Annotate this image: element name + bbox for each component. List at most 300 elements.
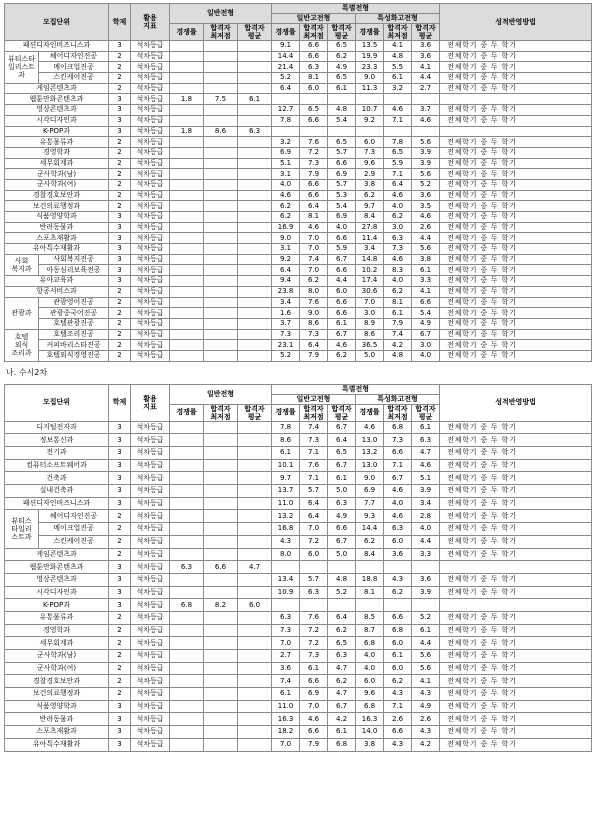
value-cell: 6.9 (328, 169, 356, 180)
value-cell: 7.1 (384, 700, 412, 713)
method-cell: 전체학기 중 두 학기 (440, 190, 592, 201)
section-title: 나. 수시2차 (6, 367, 48, 377)
value-cell (204, 472, 238, 485)
value-cell: 21.4 (272, 62, 300, 73)
value-cell: 7.6 (300, 611, 328, 624)
value-cell: 6.5 (328, 41, 356, 52)
table-row (5, 297, 592, 308)
year-cell: 2 (109, 318, 131, 329)
value-cell (272, 599, 300, 612)
header-spec-hs: 특성화고전형 (356, 394, 440, 404)
method-cell (440, 599, 592, 612)
value-cell: 4.0 (272, 179, 300, 190)
unit-name: 패션디자인비즈니스과 (5, 41, 109, 52)
value-cell (238, 83, 272, 94)
value-cell: 6.0 (384, 662, 412, 675)
value-cell: 7.0 (300, 244, 328, 255)
value-cell: 6.6 (384, 611, 412, 624)
value-cell: 7.0 (272, 637, 300, 650)
table-row (5, 190, 592, 201)
value-cell: 4.3 (272, 535, 300, 548)
method-cell: 전체학기 중 두 학기 (440, 169, 592, 180)
value-cell: 4.1 (412, 675, 440, 688)
value-cell: 6.6 (300, 675, 328, 688)
table-row (5, 158, 592, 169)
value-cell (300, 94, 328, 105)
year-cell: 2 (109, 535, 131, 548)
header-comp: 경쟁률 (272, 24, 300, 41)
method-cell (440, 94, 592, 105)
value-cell: 6.6 (300, 41, 328, 52)
value-cell (170, 738, 204, 751)
value-cell (238, 611, 272, 624)
value-cell: 5.2 (328, 586, 356, 599)
value-cell (238, 41, 272, 52)
index-cell: 석차등급 (131, 51, 170, 62)
table-row (5, 510, 592, 523)
header-min: 합격자 최저점 (384, 404, 412, 421)
value-cell: 6.0 (356, 675, 384, 688)
value-cell (170, 73, 204, 84)
header-avg: 합격자 평균 (238, 404, 272, 421)
value-cell: 6.6 (300, 179, 328, 190)
value-cell: 23.1 (272, 340, 300, 351)
value-cell (204, 329, 238, 340)
method-cell: 전체학기 중 두 학기 (440, 318, 592, 329)
value-cell: 4.9 (328, 510, 356, 523)
value-cell (204, 726, 238, 739)
value-cell (170, 472, 204, 485)
value-cell: 6.2 (300, 276, 328, 287)
value-cell: 6.6 (300, 51, 328, 62)
document (4, 3, 591, 752)
header-general: 일반전형 (170, 384, 272, 404)
group-label: 관광과 (5, 297, 39, 329)
value-cell: 3.2 (384, 83, 412, 94)
table-row (5, 700, 592, 713)
value-cell (238, 459, 272, 472)
value-cell (170, 713, 204, 726)
header-gen-hs: 일반고전형 (272, 14, 356, 24)
year-cell: 2 (109, 637, 131, 650)
unit-name: 관광중국어진공 (39, 308, 109, 319)
table-row (5, 573, 592, 586)
value-cell: 4.8 (384, 350, 412, 361)
method-cell: 전체학기 중 두 학기 (440, 254, 592, 265)
value-cell (204, 637, 238, 650)
value-cell (300, 126, 328, 137)
value-cell: 5.3 (328, 190, 356, 201)
value-cell: 4.6 (384, 485, 412, 498)
value-cell: 7.9 (300, 169, 328, 180)
value-cell: 2.8 (412, 510, 440, 523)
value-cell: 4.8 (328, 573, 356, 586)
table-row (5, 137, 592, 148)
index-cell: 석차등급 (131, 212, 170, 223)
table-row (5, 599, 592, 612)
value-cell: 4.0 (384, 201, 412, 212)
value-cell (238, 485, 272, 498)
table-row (5, 41, 592, 52)
value-cell (356, 126, 384, 137)
value-cell: 7.9 (300, 738, 328, 751)
value-cell: 13.4 (272, 573, 300, 586)
index-cell: 석차등급 (131, 485, 170, 498)
value-cell (204, 190, 238, 201)
value-cell: 7.0 (300, 265, 328, 276)
index-cell: 석차등급 (131, 472, 170, 485)
value-cell: 4.7 (328, 662, 356, 675)
value-cell: 8.0 (300, 286, 328, 297)
index-cell: 석차등급 (131, 158, 170, 169)
value-cell: 6.1 (384, 73, 412, 84)
index-cell: 석차등급 (131, 434, 170, 447)
value-cell: 4.6 (412, 212, 440, 223)
value-cell (204, 212, 238, 223)
method-cell: 전체학기 중 두 학기 (440, 738, 592, 751)
method-cell: 전체학기 중 두 학기 (440, 147, 592, 158)
value-cell: 2.7 (412, 83, 440, 94)
value-cell: 6.3 (300, 586, 328, 599)
unit-name: 영상콘텐츠과 (5, 105, 109, 116)
header-comp: 경쟁률 (170, 24, 204, 41)
value-cell: 6.1 (412, 421, 440, 434)
unit-name: 건축과 (5, 472, 109, 485)
value-cell: 9.7 (356, 201, 384, 212)
value-cell: 6.6 (300, 726, 328, 739)
value-cell (170, 523, 204, 536)
method-cell: 전체학기 중 두 학기 (440, 650, 592, 663)
value-cell (170, 573, 204, 586)
index-cell: 석차등급 (131, 73, 170, 84)
group-label: 뷰티스 타일리 스트과 (5, 510, 39, 548)
table-row (5, 212, 592, 223)
value-cell: 10.1 (272, 459, 300, 472)
value-cell (170, 265, 204, 276)
index-cell: 석차등급 (131, 497, 170, 510)
value-cell (238, 726, 272, 739)
value-cell (170, 318, 204, 329)
value-cell: 3.6 (272, 662, 300, 675)
year-cell: 3 (109, 472, 131, 485)
value-cell: 4.3 (384, 738, 412, 751)
unit-name: 군사학과(남) (5, 169, 109, 180)
index-cell: 석차등급 (131, 675, 170, 688)
value-cell (170, 105, 204, 116)
value-cell: 3.9 (412, 147, 440, 158)
value-cell (300, 561, 328, 574)
table-row (5, 611, 592, 624)
value-cell (238, 675, 272, 688)
year-cell: 2 (109, 329, 131, 340)
value-cell (204, 286, 238, 297)
value-cell: 8.1 (356, 586, 384, 599)
method-cell: 전체학기 중 두 학기 (440, 662, 592, 675)
value-cell: 7.8 (384, 137, 412, 148)
header-spec-hs: 특성화고전형 (356, 14, 440, 24)
value-cell: 7.3 (272, 329, 300, 340)
value-cell: 6.2 (272, 201, 300, 212)
value-cell: 4.3 (412, 688, 440, 701)
year-cell: 2 (109, 190, 131, 201)
value-cell: 6.5 (300, 105, 328, 116)
value-cell (170, 169, 204, 180)
value-cell: 6.6 (300, 115, 328, 126)
value-cell: 7.7 (356, 497, 384, 510)
value-cell: 6.8 (384, 421, 412, 434)
value-cell: 6.6 (328, 158, 356, 169)
value-cell: 5.5 (384, 62, 412, 73)
value-cell (204, 147, 238, 158)
value-cell: 7.2 (300, 624, 328, 637)
unit-name: 보건의료행정과 (5, 201, 109, 212)
value-cell (170, 637, 204, 650)
header-min: 합격자 최저점 (204, 404, 238, 421)
value-cell: 4.1 (412, 286, 440, 297)
value-cell: 6.4 (328, 434, 356, 447)
year-cell: 3 (109, 254, 131, 265)
unit-name: 군사학과(남) (5, 650, 109, 663)
value-cell (204, 41, 238, 52)
value-cell: 7.3 (356, 147, 384, 158)
table-row (5, 350, 592, 361)
value-cell: 6.1 (384, 650, 412, 663)
year-cell: 2 (109, 350, 131, 361)
value-cell: 4.4 (412, 535, 440, 548)
header-gen-hs: 일반고전형 (272, 394, 356, 404)
value-cell: 3.4 (272, 297, 300, 308)
value-cell: 18.8 (356, 573, 384, 586)
value-cell (238, 254, 272, 265)
value-cell: 5.9 (328, 244, 356, 255)
value-cell: 6.1 (272, 447, 300, 460)
year-cell: 2 (109, 688, 131, 701)
unit-name: 관광영어진공 (39, 297, 109, 308)
value-cell (238, 340, 272, 351)
value-cell (356, 599, 384, 612)
unit-name: 실내건축과 (5, 485, 109, 498)
value-cell (170, 340, 204, 351)
value-cell: 14.0 (356, 726, 384, 739)
value-cell: 6.7 (328, 421, 356, 434)
value-cell: 6.7 (328, 535, 356, 548)
header-year: 학제 (109, 4, 131, 41)
method-cell: 전체학기 중 두 학기 (440, 308, 592, 319)
value-cell (204, 276, 238, 287)
value-cell (238, 535, 272, 548)
year-cell: 3 (109, 212, 131, 223)
table-row (5, 169, 592, 180)
value-cell: 5.2 (412, 611, 440, 624)
value-cell: 8.9 (356, 318, 384, 329)
value-cell: 16.9 (272, 222, 300, 233)
year-cell: 3 (109, 700, 131, 713)
value-cell (204, 201, 238, 212)
value-cell: 5.6 (412, 137, 440, 148)
value-cell (204, 688, 238, 701)
index-cell: 석차등급 (131, 548, 170, 561)
year-cell: 3 (109, 233, 131, 244)
value-cell: 6.1 (238, 94, 272, 105)
value-cell: 7.0 (272, 738, 300, 751)
value-cell: 3.0 (356, 308, 384, 319)
year-cell: 2 (109, 650, 131, 663)
value-cell: 4.6 (272, 190, 300, 201)
value-cell: 10.7 (356, 105, 384, 116)
index-cell: 석차등급 (131, 286, 170, 297)
year-cell: 2 (109, 675, 131, 688)
value-cell: 3.6 (384, 548, 412, 561)
year-cell: 3 (109, 713, 131, 726)
value-cell (384, 561, 412, 574)
value-cell: 6.4 (300, 201, 328, 212)
method-cell (440, 126, 592, 137)
index-cell: 석차등급 (131, 201, 170, 212)
value-cell: 4.6 (356, 421, 384, 434)
table-row (5, 73, 592, 84)
value-cell: 6.7 (328, 329, 356, 340)
method-cell: 전체학기 중 두 학기 (440, 51, 592, 62)
value-cell: 6.3 (384, 523, 412, 536)
table-row (5, 105, 592, 116)
year-cell: 3 (109, 222, 131, 233)
value-cell: 8.1 (300, 212, 328, 223)
value-cell (238, 713, 272, 726)
value-cell (204, 497, 238, 510)
index-cell: 석차등급 (131, 233, 170, 244)
index-cell: 석차등급 (131, 459, 170, 472)
value-cell: 7.3 (300, 650, 328, 663)
index-cell: 석차등급 (131, 688, 170, 701)
unit-name: 경찰경호보안과 (5, 675, 109, 688)
value-cell (204, 318, 238, 329)
year-cell: 2 (109, 51, 131, 62)
header-index: 활용 지표 (131, 4, 170, 41)
value-cell: 11.4 (356, 233, 384, 244)
table-row (5, 535, 592, 548)
value-cell (204, 105, 238, 116)
value-cell: 6.9 (272, 147, 300, 158)
unit-name: 시각디자인과 (5, 586, 109, 599)
value-cell (412, 561, 440, 574)
value-cell: 6.6 (328, 297, 356, 308)
value-cell: 6.6 (384, 726, 412, 739)
value-cell (238, 276, 272, 287)
index-cell: 석차등급 (131, 276, 170, 287)
value-cell: 13.0 (356, 434, 384, 447)
value-cell: 6.2 (384, 212, 412, 223)
value-cell (238, 286, 272, 297)
value-cell: 7.2 (300, 637, 328, 650)
value-cell: 3.1 (272, 244, 300, 255)
index-cell: 석차등급 (131, 254, 170, 265)
value-cell: 5.0 (328, 548, 356, 561)
value-cell: 9.6 (356, 688, 384, 701)
year-cell: 2 (109, 624, 131, 637)
value-cell (238, 350, 272, 361)
value-cell: 7.6 (300, 137, 328, 148)
unit-name: 웹툰만화콘텐츠과 (5, 561, 109, 574)
value-cell: 3.7 (272, 318, 300, 329)
value-cell (328, 561, 356, 574)
value-cell (170, 662, 204, 675)
value-cell: 6.8 (170, 599, 204, 612)
header-min: 합격자 최저점 (300, 404, 328, 421)
value-cell (238, 222, 272, 233)
value-cell (238, 115, 272, 126)
value-cell (170, 137, 204, 148)
value-cell: 7.4 (300, 254, 328, 265)
value-cell: 2.6 (412, 222, 440, 233)
value-cell: 23.3 (356, 62, 384, 73)
value-cell (238, 190, 272, 201)
unit-name: 메이크업진공 (39, 62, 109, 73)
value-cell: 16.3 (356, 713, 384, 726)
value-cell: 6.0 (300, 83, 328, 94)
method-cell: 전체학기 중 두 학기 (440, 586, 592, 599)
index-cell: 석차등급 (131, 650, 170, 663)
value-cell: 4.9 (328, 62, 356, 73)
value-cell (170, 497, 204, 510)
value-cell: 4.6 (328, 340, 356, 351)
table-row (5, 738, 592, 751)
index-cell: 석차등급 (131, 190, 170, 201)
value-cell: 11.3 (356, 83, 384, 94)
value-cell (384, 599, 412, 612)
value-cell (238, 637, 272, 650)
value-cell (170, 51, 204, 62)
value-cell (238, 147, 272, 158)
value-cell: 3.3 (412, 548, 440, 561)
value-cell (204, 586, 238, 599)
value-cell (238, 688, 272, 701)
header-avg: 합격자 평균 (328, 404, 356, 421)
year-cell: 3 (109, 115, 131, 126)
unit-name: 유아특수재활과 (5, 244, 109, 255)
index-cell: 석차등급 (131, 147, 170, 158)
year-cell: 2 (109, 662, 131, 675)
value-cell: 13.7 (272, 485, 300, 498)
value-cell (238, 318, 272, 329)
value-cell (238, 212, 272, 223)
year-cell: 3 (109, 41, 131, 52)
table-row (5, 62, 592, 73)
value-cell: 6.6 (300, 190, 328, 201)
value-cell: 9.0 (272, 233, 300, 244)
year-cell: 2 (109, 147, 131, 158)
admission-results-table-2 (4, 384, 592, 752)
value-cell: 6.9 (356, 485, 384, 498)
value-cell: 6.6 (328, 265, 356, 276)
index-cell: 석차등급 (131, 115, 170, 126)
index-cell: 석차등급 (131, 94, 170, 105)
value-cell: 4.0 (412, 523, 440, 536)
unit-name: 커피바리스타진공 (39, 340, 109, 351)
value-cell (238, 472, 272, 485)
table-row (5, 637, 592, 650)
value-cell: 7.4 (384, 329, 412, 340)
unit-name: 스킨케어진공 (39, 535, 109, 548)
value-cell: 8.6 (356, 329, 384, 340)
value-cell (204, 434, 238, 447)
table-row (5, 83, 592, 94)
header-method: 성적반영방법 (440, 4, 592, 41)
value-cell (238, 421, 272, 434)
value-cell (204, 244, 238, 255)
header-year: 학제 (109, 384, 131, 421)
header-method: 성적반영방법 (440, 384, 592, 421)
value-cell (204, 611, 238, 624)
